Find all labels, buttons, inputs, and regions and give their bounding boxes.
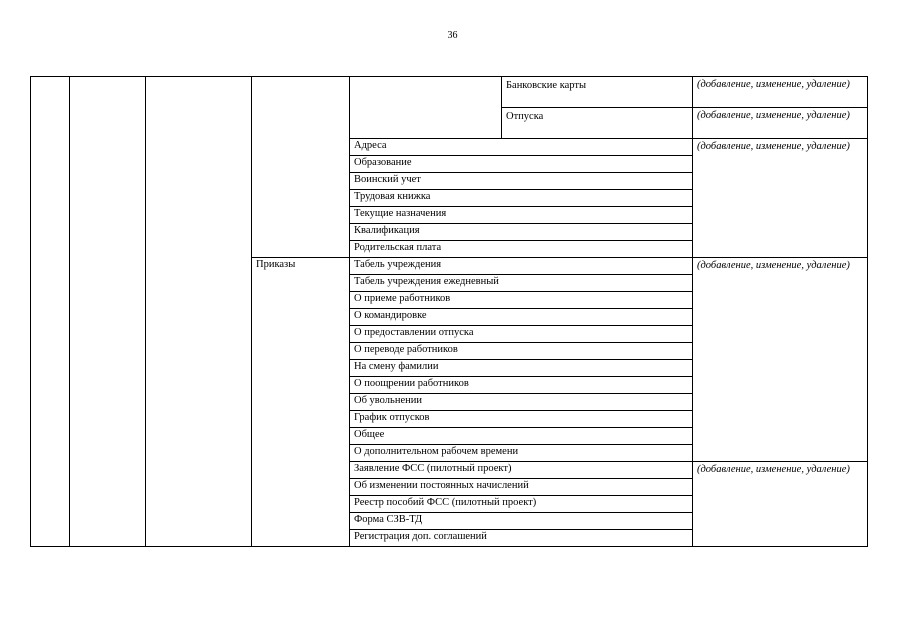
note-cell: (добавление, изменение, удаление) xyxy=(693,77,868,108)
list-item: Общее xyxy=(350,428,693,445)
list-item: Табель учреждения ежедневный xyxy=(350,275,693,292)
table-row xyxy=(31,77,868,108)
list-item: Отпуска xyxy=(502,108,693,139)
list-item: Заявление ФСС (пилотный проект) xyxy=(350,462,693,479)
list-item: Регистрация доп. соглашений xyxy=(350,530,693,547)
list-item: Адреса xyxy=(350,139,693,156)
list-item: Банковские карты xyxy=(502,77,693,108)
orders-label: Приказы xyxy=(252,258,350,547)
list-item: О командировке xyxy=(350,309,693,326)
section-label-empty xyxy=(252,77,350,258)
list-item: О переводе работников xyxy=(350,343,693,360)
list-item: Родительская плата xyxy=(350,241,693,258)
list-item: Табель учреждения xyxy=(350,258,693,275)
note-cell: (добавление, изменение, удаление) xyxy=(693,108,868,139)
blank-column-2 xyxy=(70,77,146,547)
list-item: О дополнительном рабочем времени xyxy=(350,445,693,462)
list-item: График отпусков xyxy=(350,411,693,428)
list-item: Воинский учет xyxy=(350,173,693,190)
note-cell: (добавление, изменение, удаление) xyxy=(693,462,868,547)
blank-column-3 xyxy=(146,77,252,547)
list-item: Текущие назначения xyxy=(350,207,693,224)
blank-column-1 xyxy=(31,77,70,547)
note-cell: (добавление, изменение, удаление) xyxy=(693,258,868,462)
permissions-table xyxy=(30,76,868,547)
list-item: Квалификация xyxy=(350,224,693,241)
list-item: О предоставлении отпуска xyxy=(350,326,693,343)
subsection-label-empty xyxy=(350,77,502,139)
list-item: О поощрении работников xyxy=(350,377,693,394)
list-item: Реестр пособий ФСС (пилотный проект) xyxy=(350,496,693,513)
list-item: О приеме работников xyxy=(350,292,693,309)
list-item: Образование xyxy=(350,156,693,173)
list-item: Трудовая книжка xyxy=(350,190,693,207)
page-number: 36 xyxy=(447,30,458,41)
note-cell: (добавление, изменение, удаление) xyxy=(693,139,868,258)
list-item: Об увольнении xyxy=(350,394,693,411)
list-item: Форма СЗВ-ТД xyxy=(350,513,693,530)
list-item: На смену фамилии xyxy=(350,360,693,377)
list-item: Об изменении постоянных начислений xyxy=(350,479,693,496)
